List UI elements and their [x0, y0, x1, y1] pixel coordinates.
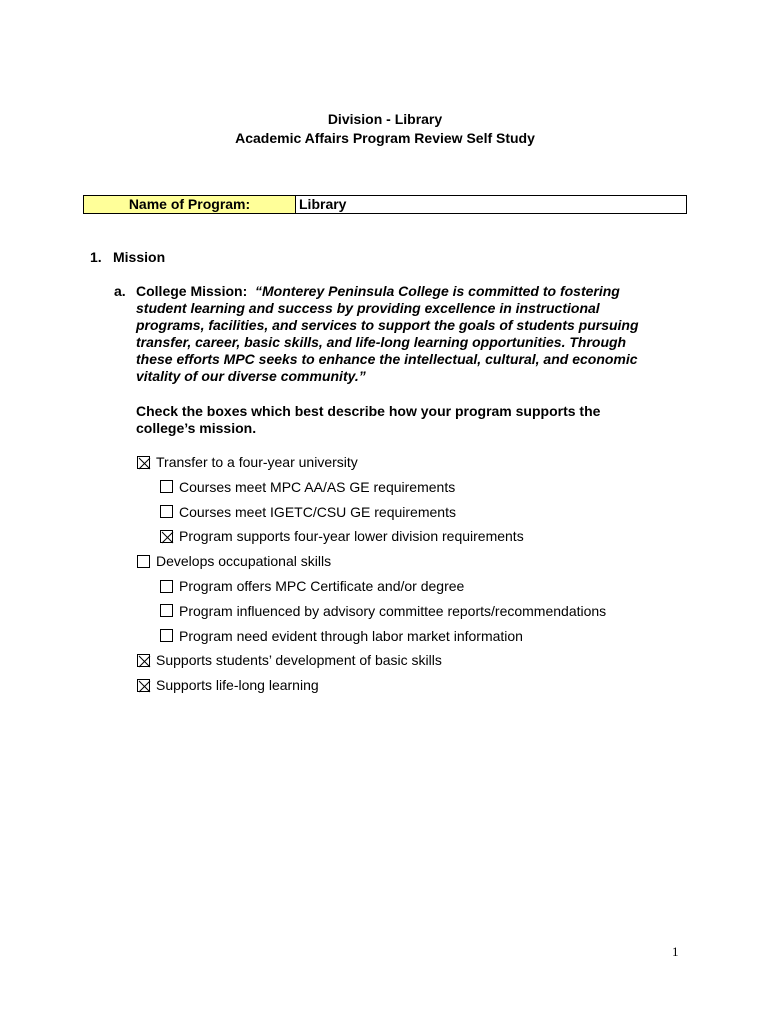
checklist-item[interactable]	[137, 452, 358, 472]
checkbox-empty-icon[interactable]	[160, 629, 173, 642]
checklist-item-label: Program need evident through labor market information	[179, 627, 523, 644]
instructions-line: Check the boxes which best describe how your program supports the	[136, 403, 601, 419]
document-title: Division - Library	[327, 111, 443, 127]
checklist-item[interactable]	[137, 551, 331, 571]
checklist-item[interactable]	[160, 626, 523, 646]
checkbox-empty-icon[interactable]	[160, 580, 173, 593]
instructions-line: college’s mission.	[136, 420, 257, 436]
checklist-item[interactable]	[160, 477, 455, 497]
program-name-label: Name of Program:	[84, 196, 296, 213]
mission-quote-line: these efforts MPC seeks to enhance the intellectual, cultural, and economic	[136, 351, 638, 367]
document-subtitle: Academic Affairs Program Review Self Study	[235, 130, 535, 146]
checklist-item-label: Supports life-long learning	[156, 677, 319, 694]
college-mission-block	[114, 283, 674, 385]
page-number: 1	[672, 944, 679, 959]
section-number: 1.	[90, 249, 102, 265]
program-name-value: Library	[299, 196, 347, 212]
checklist-item-label: Program supports four-year lower division requirements	[179, 528, 524, 545]
checklist-item-label: Courses meet MPC AA/AS GE requirements	[179, 478, 456, 495]
checklist-instructions	[136, 403, 656, 437]
checklist-item[interactable]	[137, 650, 442, 670]
checkbox-empty-icon[interactable]	[160, 505, 173, 518]
program-name-table	[83, 195, 687, 214]
checklist-item[interactable]	[137, 675, 319, 695]
mission-quote-line: vitality of our diverse community.”	[136, 368, 366, 384]
mission-quote-line: transfer, career, basic skills, and life-long learning opportunities. Through	[136, 334, 627, 350]
checklist-item-label: Program influenced by advisory committee reports/recommendations	[179, 602, 607, 619]
document-header	[0, 110, 770, 148]
checklist-item-label: Transfer to a four-year university	[156, 454, 358, 470]
checkbox-empty-icon[interactable]	[160, 604, 173, 617]
checklist-item[interactable]	[160, 601, 606, 621]
checklist-item-label: Supports students’ development of basic skills	[156, 652, 442, 669]
checklist-item[interactable]	[160, 526, 524, 546]
checkbox-checked-icon[interactable]	[137, 456, 150, 469]
checkbox-empty-icon[interactable]	[160, 480, 173, 493]
mission-quote-line: programs, facilities, and services to support the goals of students pursuing	[136, 317, 639, 333]
checklist-item-label: Develops occupational skills	[156, 553, 332, 570]
mission-quote-line: student learning and success by providing excellence in instructional	[136, 300, 600, 316]
mission-quote-line: “Monterey Peninsula College is committed to fostering	[255, 283, 620, 299]
checkbox-checked-icon[interactable]	[137, 654, 150, 667]
checkbox-checked-icon[interactable]	[160, 530, 173, 543]
section-title: Mission	[113, 249, 166, 265]
checkbox-checked-icon[interactable]	[137, 679, 150, 692]
mission-item-label: College Mission:	[136, 283, 248, 299]
section-heading	[90, 249, 165, 265]
checklist-item-label: Program offers MPC Certificate and/or degree	[179, 578, 465, 594]
checkbox-empty-icon[interactable]	[137, 555, 150, 568]
mission-item-letter: a.	[114, 283, 126, 299]
checklist-item[interactable]	[160, 576, 464, 596]
checklist-item-label: Courses meet IGETC/CSU GE requirements	[179, 503, 456, 520]
checklist-item[interactable]	[160, 502, 456, 522]
